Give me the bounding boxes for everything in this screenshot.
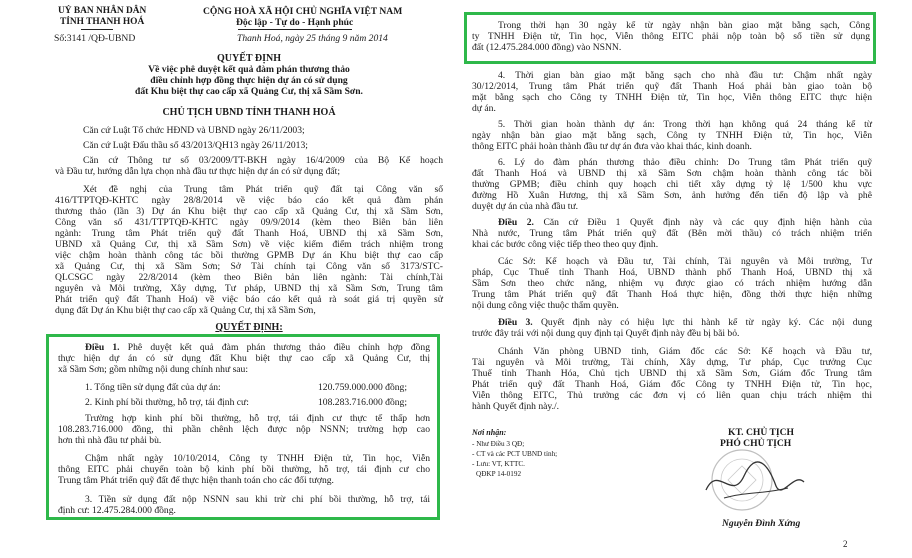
body-line: Căn cứ Thông tư số 03/2009/TT-BKH ngày 16/4/2009 của Bộ Kế hoạch	[83, 155, 443, 166]
article3-text: Quyết định này có hiệu lực thi hành kể từ ngày ký. Các nội dung	[532, 317, 872, 328]
body-line: ngành: Trung tâm Phát triển quỹ đất Thanh Hoá, UBND thị xã Sầm Sơn,	[55, 228, 443, 239]
body-line: Căn cứ Luật Đấu thầu số 43/2013/QH13 ngày 26/11/2013;	[83, 140, 308, 151]
body-line: QLCSGC ngày 22/8/2014 (kèm theo Biên bản liên ngành: Tài chính,Tài	[55, 272, 443, 283]
item3-text: 3. Tiền sử dụng đất nộp NSNN sau khi trừ chi phí bồi thường, hỗ trợ, tái	[85, 494, 430, 505]
p4-line: 30/12/2014, Trung tâm Phát triển quỹ đất Thanh Hoá phải bàn giao toàn bộ	[472, 81, 872, 92]
decision-number: Số:3141 /QĐ-UBND	[54, 33, 136, 44]
decision-date: Thanh Hoá, ngày 25 tháng 9 năm 2014	[237, 33, 388, 44]
doc-subtitle-3: đất Khu biệt thự cao cấp xã Quảng Cư, thị xã Sầm Sơn.	[135, 86, 363, 97]
body-line: dụng đất Dự án Khu biệt thự cao cấp xã Quảng Cư, thị xã Sầm Sơn,	[55, 305, 316, 316]
orgs-line: nội dung công việc thuộc thẩm quyền.	[472, 300, 619, 311]
body-line: xã Quảng Cư, thị xã Sầm Sơn; Sở Tài chính tại Công văn số 3173/STC-	[55, 261, 443, 272]
final-line: Viễn thông EITC, Thủ trưởng các đơn vị có liên quan chịu trách nhiệm thi	[472, 390, 872, 401]
final-line: Phát triển quỹ đất Thanh Hoá, Giám đốc Công ty TNHH Điện tử, Tin học,	[472, 379, 872, 390]
article3-line: trước đây trái với nội dung quy định tại Quyết định này đều bị bãi bỏ.	[472, 328, 740, 339]
item2-text: hơn thì nhà đầu tư phải bù.	[58, 435, 162, 446]
orgs-line: Sầm Sơn theo chức năng, nhiệm vụ được giao có trách nhiệm hướng dẫn	[472, 278, 872, 289]
body-line: việc chậm hoàn thành công tác bồi thường GPMB Dự án Khu biệt thự cao cấp	[55, 250, 443, 261]
item2-value: 108.283.716.000 đồng;	[318, 397, 408, 408]
article2-line-1	[498, 217, 872, 228]
org-underline	[81, 29, 113, 30]
item1-label: 1. Tổng tiền sử dụng đất của dự án:	[85, 382, 221, 393]
p6-line: duyệt dự án của nhà đầu tư.	[472, 201, 579, 212]
doc-title: QUYẾT ĐỊNH	[217, 53, 281, 64]
article2-line: Nhà nước, Trung tâm Phát triển quỹ đất (Bên mời thầu) có trách nhiệm triển	[472, 228, 872, 239]
recipient-item: - Lưu: VT, KTTC.	[472, 460, 525, 468]
org-line-2: TỈNH THANH HOÁ	[60, 17, 145, 27]
item2-text: Trường hợp kinh phí bồi thường, hỗ trợ, tái định cư thực tế thấp hơn	[85, 413, 430, 424]
article2-line: khai các bước công việc tiếp theo theo quy định.	[472, 239, 659, 250]
recipient-item: - Như Điều 3 QĐ;	[472, 440, 525, 448]
p6-line: thường GPMB; điều chỉnh quy hoạch chi tiết xây dựng tỷ lệ 1/500 khu vực	[472, 179, 872, 190]
decides-heading: QUYẾT ĐỊNH:	[215, 322, 283, 333]
item2-label: 2. Kinh phí bồi thường, hỗ trợ, tái định cư:	[85, 397, 249, 408]
body-line: thương thảo (lần 3) Dự án Khu biệt thự cao cấp xã Quảng Cư, thị xã Sầm Sơn,	[55, 206, 443, 217]
p4-line: mặt bằng sạch cho Công ty TNHH Điện tử, Tin học, Viễn thông EITC thực hiện	[472, 92, 872, 103]
body-line: 416/TTPTQĐ-KHTC ngày 28/8/2014 về việc báo cáo kết quả đàm phán	[55, 195, 443, 206]
nation-underline	[238, 29, 352, 30]
body-line: và Đầu tư, hướng dẫn lựa chọn nhà đầu tư thực hiện dự án có sử dụng đất;	[55, 166, 340, 177]
nation-line-2: Độc lập - Tự do - Hạnh phúc	[236, 17, 354, 28]
article2-label: Điều 2.	[498, 217, 534, 228]
body-line: Xét đề nghị của Trung tâm Phát triển quỹ đất tại Công văn số	[83, 184, 443, 195]
item2-text: 108.283.716.000 đồng, thì phần chênh lệch được nộp NSNN; trường hợp cao	[58, 424, 430, 435]
p6-line: 6. Lý do đàm phán thương thảo điều chỉnh: Do Trung tâm Phát triển quỹ	[498, 157, 872, 168]
article1-label: Điều 1.	[85, 342, 120, 353]
orgs-line: Các Sở: Kế hoạch và Đầu tư, Tài chính, Tài nguyên và Môi trường, Tư	[498, 256, 872, 267]
p5-line: thông EITC phải hoàn thành đầu tư dự án đưa vào khai thác, kinh doanh.	[472, 141, 752, 152]
recipient-item: - CT và các PCT UBND tỉnh;	[472, 450, 558, 458]
body-line: nguyên và Môi trường, Xây dựng, Tư pháp, UBND thị xã Sầm Sơn, Trung tâm	[55, 283, 443, 294]
p6-line: đất Thanh Hoá và UBND thị xã Sầm Sơn chậm hoàn thành công tác bồi	[472, 168, 872, 179]
right-page	[458, 0, 912, 558]
p4-line: dự án.	[472, 103, 496, 114]
item2-text2: thông EITC phải chuyển toàn bộ kinh phí bồi thường, hỗ trợ, tái định cư cho	[58, 464, 430, 475]
item2-text2: Chậm nhất ngày 10/10/2014, Công ty TNHH Điện tử, Tin học, Viễn	[85, 453, 430, 464]
p4-line: 4. Thời gian bàn giao mặt bằng sạch cho nhà đầu tư: Chậm nhất ngày	[498, 70, 872, 81]
chairman-heading: CHỦ TỊCH UBND TỈNH THANH HOÁ	[162, 107, 336, 118]
article3-label: Điều 3.	[498, 317, 533, 328]
orgs-line: Trung tâm Phát triển quỹ đất Thanh Hoá thực hiện, đồng thời thực hiện những	[472, 289, 872, 300]
body-line: Căn cứ Luật Tổ chức HĐND và UBND ngày 26/11/2003;	[83, 125, 305, 136]
article1-line-3: xã Sầm Sơn; gồm những nội dung chính như sau:	[58, 364, 249, 375]
seal-and-signature	[684, 442, 814, 524]
p6-line: đường Hồ Xuân Hương, thị xã Sầm Sơn, ảnh hưởng đến tiến độ lập và phê	[472, 190, 872, 201]
p5-line: 5. Thời gian hoàn thành dự án: Trong thời hạn không quá 24 tháng kể từ	[498, 119, 872, 130]
article1-line-1	[85, 342, 430, 353]
article1-line-2: thực hiện dự án có sử dụng đất Khu biệt thự cao cấp xã Quảng Cư, thị	[58, 353, 430, 364]
p5-line: ngày nhận bàn giao mặt bằng sạch, Công ty TNHH Điện tử, Tin học, Viễn	[472, 130, 872, 141]
final-line: hành Quyết định này./.	[472, 401, 560, 412]
item3-text: định cư: 12.475.284.000 đồng.	[58, 505, 176, 516]
orgs-line: pháp, Cục Thuế tỉnh Thanh Hoá, UBND thành phố Thanh Hoá, UBND thị xã	[472, 267, 872, 278]
article3-line-1	[498, 317, 872, 328]
box-line: đất (12.475.284.000 đồng) vào NSNN.	[472, 42, 622, 53]
final-line: Chánh Văn phòng UBND tỉnh, Giám đốc các Sở: Kế hoạch và Đầu tư,	[498, 346, 872, 357]
org-line-1: UỶ BAN NHÂN DÂN	[58, 6, 147, 16]
doc-subtitle-2: điều chỉnh hợp đồng thực hiện dự án có sử dụng	[150, 75, 348, 86]
final-line: Tài nguyên và Môi trường, Tài chính, Xây dựng, Tư pháp, Cục trưởng Cục	[472, 357, 872, 368]
item1-value: 120.759.000.000 đồng;	[318, 382, 408, 393]
body-line: Công văn số 431/TTPTQĐ-KHTC ngày 09/9/2014 (kèm theo Biên bản liên	[55, 217, 443, 228]
final-line: Thuế tỉnh Thanh Hóa, Chủ tịch UBND thị xã Sầm Sơn, Giám đốc Trung tâm	[472, 368, 872, 379]
sign-line-2: PHÓ CHỦ TỊCH	[720, 438, 792, 449]
article1-text: Phê duyệt kết quả đàm phán thương thảo điều chỉnh hợp đồng	[119, 342, 430, 353]
nation-line-1: CỘNG HOÀ XÃ HỘI CHỦ NGHĨA VIỆT NAM	[203, 6, 403, 17]
body-line: UBND xã Quảng Cư, thị xã Sầm Sơn) về việc kiểm điểm trách nhiệm trong	[55, 239, 443, 250]
article2-text: Căn cứ Điều 1 Quyết định này và các quy định hiện hành của	[533, 217, 873, 228]
recipients-title: Nơi nhận:	[472, 428, 507, 437]
recipient-code: QĐKP 14-0192	[476, 470, 522, 478]
page-number: 2	[843, 539, 848, 549]
signer-name: Nguyễn Đình Xứng	[722, 518, 801, 529]
body-line: Phát triển quỹ đất Thanh Hoá) về việc báo cáo kết quả rà soát giá trị quyền sử	[55, 294, 443, 305]
box-line: ty TNHH Điện tử, Tin học, Viễn thông EITC phải nộp toàn bộ số tiền sử dụng	[472, 31, 870, 42]
doc-subtitle-1: Về việc phê duyệt kết quả đàm phán thương thảo	[148, 64, 350, 75]
sign-line-1: KT. CHỦ TỊCH	[728, 427, 795, 438]
item2-text2: Trung tâm Phát triển quỹ đất để thực hiện thanh toán cho các đối tượng.	[58, 475, 334, 486]
box-line: Trong thời hạn 30 ngày kể từ ngày nhận bàn giao mặt bằng sạch, Công	[498, 20, 870, 31]
